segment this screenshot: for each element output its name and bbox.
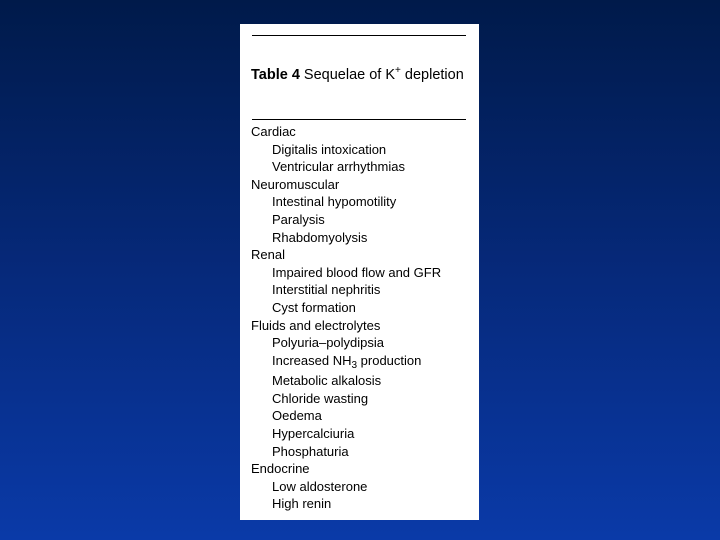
row-subscript: 3 — [351, 359, 358, 371]
table-top-rule — [252, 35, 466, 36]
table-item-row — [251, 425, 476, 443]
row-text: Cardiac — [251, 124, 296, 139]
table-category-row — [251, 123, 476, 141]
row-text: Paralysis — [272, 211, 325, 227]
table-rows — [251, 123, 476, 513]
row-text: Cyst formation — [272, 299, 356, 315]
table-item-row — [251, 158, 476, 176]
row-text: Oedema — [272, 408, 322, 424]
table-item-row — [251, 390, 476, 408]
table-item-row — [251, 372, 476, 390]
table-item-row — [251, 478, 476, 496]
row-text: Hypercalciuria — [272, 426, 355, 441]
table-item-row — [251, 443, 476, 461]
table-item-row — [251, 352, 476, 373]
table-card — [240, 24, 479, 520]
row-text: Rhabdomyolysis — [272, 229, 368, 245]
table-item-row — [251, 229, 476, 247]
table-item-row — [251, 495, 476, 513]
row-text: Phosphaturia — [272, 443, 349, 459]
row-text: Digitalis intoxication — [272, 141, 387, 157]
table-item-row — [251, 334, 476, 352]
row-text: Ventricular arrhythmias — [272, 159, 405, 175]
table-category-row — [251, 460, 476, 478]
table-header-rule — [252, 119, 466, 120]
row-text: Interstitial nephritis — [272, 282, 381, 298]
row-text: Impaired blood flow and GFR — [272, 264, 442, 280]
row-text-after: production — [357, 352, 422, 368]
table-item-row — [251, 281, 476, 299]
table-label: Table 4 — [251, 66, 300, 83]
row-text: Low aldosterone — [272, 478, 368, 494]
row-text: High renin — [272, 496, 332, 512]
row-text: Chloride wasting — [272, 390, 369, 406]
table-item-row — [251, 299, 476, 317]
row-text: Increased NH — [272, 352, 352, 368]
table-item-row — [251, 193, 476, 211]
table-category-row — [251, 246, 476, 264]
table-item-row — [251, 407, 476, 425]
row-text: Neuromuscular — [251, 176, 340, 192]
row-text: Polyuria–polydipsia — [272, 335, 385, 351]
table-title-prefix: Sequelae of K — [303, 66, 396, 83]
table-item-row — [251, 141, 476, 159]
row-text: Intestinal hypomotility — [272, 194, 397, 210]
table-item-row — [251, 264, 476, 282]
row-text: Metabolic alkalosis — [272, 373, 382, 389]
table-item-row — [251, 211, 476, 229]
table-caption — [251, 61, 471, 85]
row-text: Renal — [251, 247, 285, 263]
row-text: Endocrine — [251, 461, 310, 477]
table-category-row — [251, 317, 476, 335]
row-text: Fluids and electrolytes — [251, 317, 381, 333]
table-title-superscript: + — [395, 65, 401, 76]
table-title-suffix: depletion — [404, 66, 464, 83]
table-category-row — [251, 176, 476, 194]
